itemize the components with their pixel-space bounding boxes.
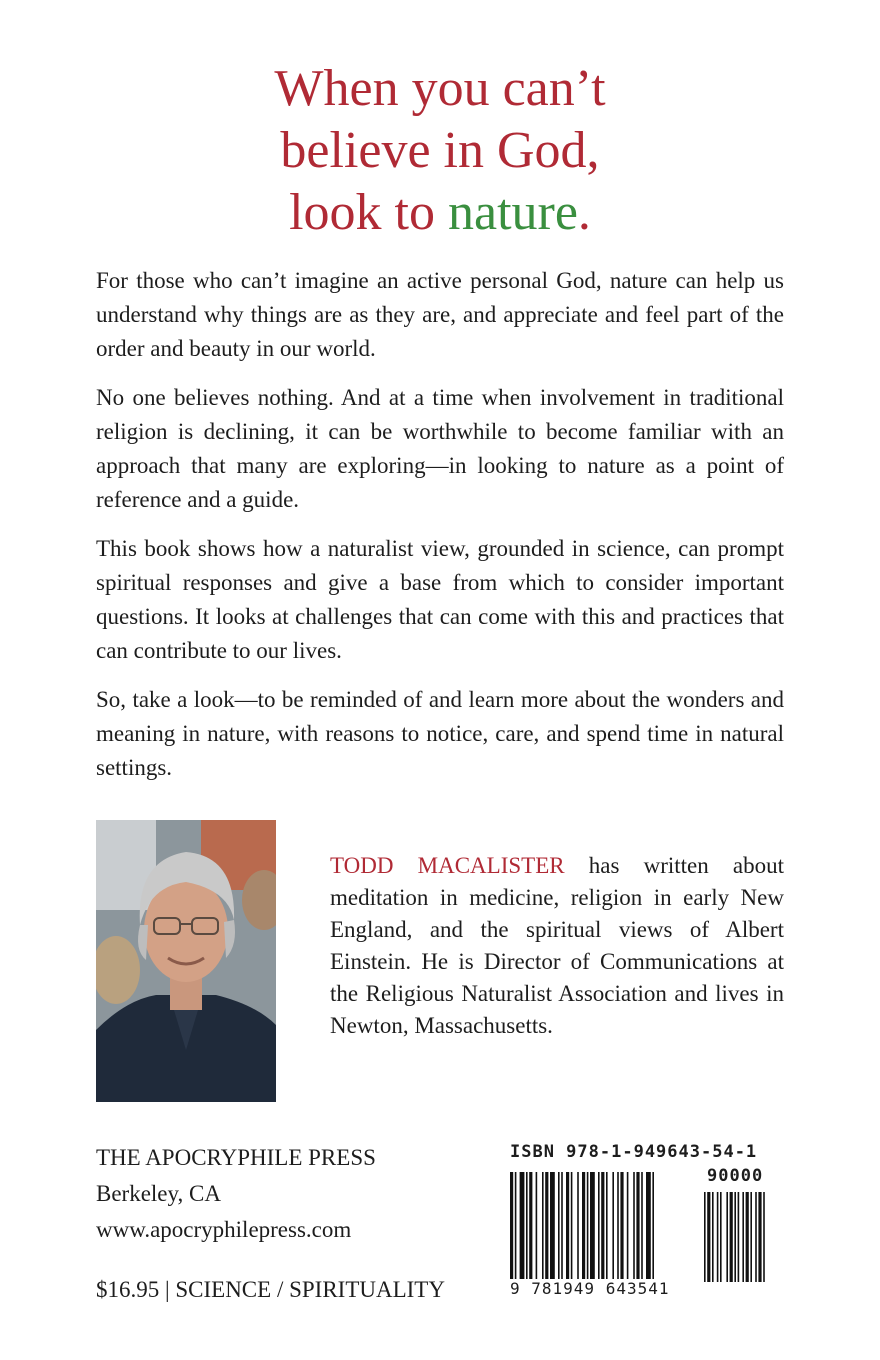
addon-bar (750, 1192, 752, 1282)
author-bio (330, 850, 784, 1042)
barcode-bar (606, 1172, 608, 1280)
price-category: $16.95 | SCIENCE / SPIRITUALITY (96, 1277, 445, 1302)
headline (0, 58, 880, 244)
barcode-bar (558, 1172, 560, 1280)
author-photo (96, 820, 276, 1102)
barcode-bar (633, 1172, 635, 1280)
description-paragraph: So, take a look—to be reminded of and learn more about the wonders and meaning in nature, with reasons to notice, care, and spend time in natural settings. (96, 687, 784, 780)
addon-bar (758, 1192, 761, 1282)
addon-bar (738, 1192, 740, 1282)
addon-bar (755, 1192, 757, 1282)
barcode-bar (515, 1172, 517, 1280)
headline-line-1: When you can’t (274, 60, 606, 117)
barcode-addon-number: 90000 (707, 1166, 764, 1186)
addon-bar (726, 1192, 728, 1282)
barcode-bar (636, 1172, 639, 1280)
barcode-bar (617, 1172, 619, 1280)
barcode-bar (627, 1172, 629, 1280)
addon-bar (734, 1192, 736, 1282)
addon-bar (707, 1192, 710, 1282)
barcode-bar (577, 1172, 579, 1280)
barcode-bar (526, 1172, 528, 1280)
publisher-block (96, 1140, 376, 1248)
barcode-bar (601, 1172, 604, 1280)
addon-bar (742, 1192, 744, 1282)
publisher-city: Berkeley, CA (96, 1181, 221, 1206)
barcode-bar (536, 1172, 538, 1280)
barcode-bar (620, 1172, 623, 1280)
headline-line-2: believe in God, (280, 122, 600, 179)
author-photo-illustration (96, 820, 276, 1102)
publisher-website: www.apocryphilepress.com (96, 1217, 352, 1242)
publisher-name: THE APOCRYPHILE PRESS (96, 1145, 376, 1170)
barcode-bar (646, 1172, 651, 1280)
headline-line-3-suffix: . (577, 184, 591, 241)
addon-bar (712, 1192, 714, 1282)
description-paragraph: No one believes nothing. And at a time when involvement in traditional religion is declining, it can be worthwhile to become familiar with an approach that many are exploring—in looking to nature as a point of reference and a guide. (96, 385, 784, 512)
barcode-bar (542, 1172, 544, 1280)
headline-line-3 (0, 182, 880, 244)
addon-bar (730, 1192, 733, 1282)
addon-bar (763, 1192, 765, 1282)
headline-line-3-prefix: look to (289, 184, 448, 241)
headline-highlight-word: nature (447, 184, 578, 241)
addon-bar (746, 1192, 749, 1282)
barcode-bar (612, 1172, 614, 1280)
barcode-bar (545, 1172, 548, 1280)
addon-bar (704, 1192, 706, 1282)
ean-digits: 9 781949 643541 (510, 1279, 690, 1298)
barcode-bar (550, 1172, 555, 1280)
addon-bar (720, 1192, 722, 1282)
barcode-bar (566, 1172, 569, 1280)
author-name: TODD MACALISTER (330, 853, 565, 878)
barcode (510, 1142, 786, 1312)
barcode-bar (582, 1172, 585, 1280)
barcode-bar (529, 1172, 532, 1280)
description-paragraph: This book shows how a naturalist view, grounded in science, can prompt spiritual responses and give a base from which to consider important questions. It looks at challenges that can come with this and practices that can contribute to our lives. (96, 536, 784, 663)
barcode-bars (510, 1172, 786, 1284)
barcode-bar (652, 1172, 654, 1280)
barcode-bar (598, 1172, 600, 1280)
barcode-bar (571, 1172, 573, 1280)
barcode-bar (590, 1172, 595, 1280)
isbn-label: ISBN 978-1-949643-54-1 (510, 1142, 758, 1162)
description (96, 264, 784, 800)
addon-bar (717, 1192, 719, 1282)
barcode-bar (510, 1172, 513, 1280)
description-paragraph: For those who can’t imagine an active personal God, nature can help us understand why things are as they are, and appreciate and feel part of the order and beauty in our world. (96, 268, 784, 361)
author-bio-text: has written about meditation in medicine, religion in early New England, and the spiritual views of Albert Einstein. He is Director of Communications at the Religious Naturalist Association and lives in Newton, Massachusetts. (330, 853, 785, 1038)
barcode-bar (561, 1172, 563, 1280)
barcode-bar (520, 1172, 525, 1280)
barcode-bar (641, 1172, 643, 1280)
barcode-bar (587, 1172, 589, 1280)
